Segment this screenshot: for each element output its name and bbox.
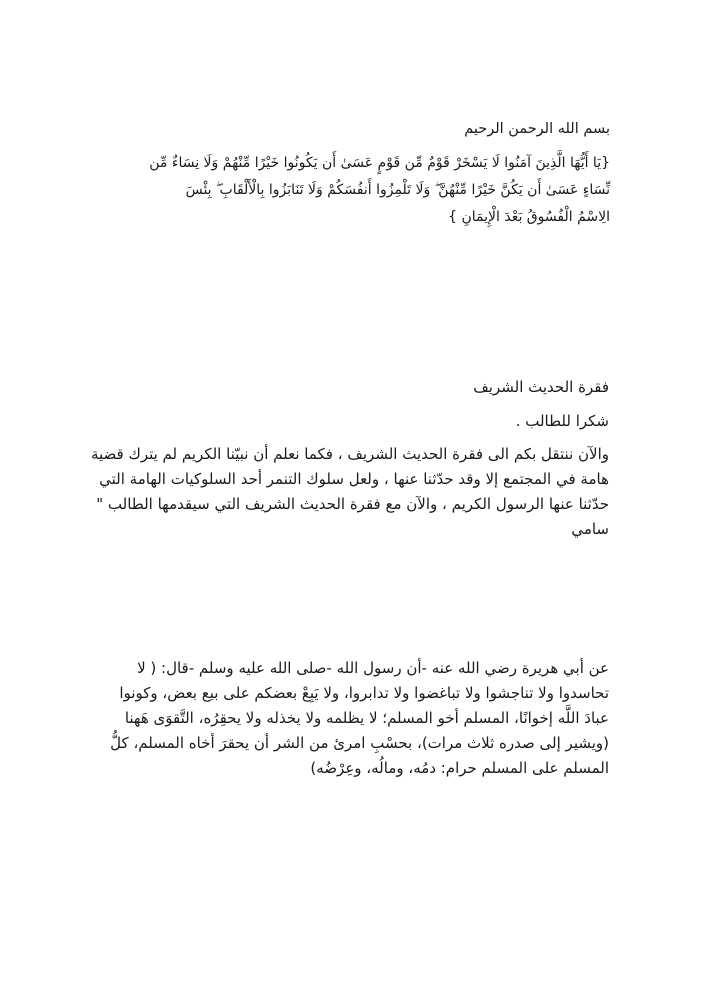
verse-line: نِّسَاءٍ عَسَىٰ أَن يَكُنَّ خَيْرًا مِّنْهُنَّ ۖ وَلَا تَلْمِزُوا أَنفُسَكُمْ وَلَا تَنَابَزُوا بِالْأَلْقَابِ ۖ بِئْسَ [185,182,610,198]
intro-line: حدّثنا عنها الرسول الكريم ، والآن مع فقرة الحديث الشريف التي سيقدمها الطالب " [96,495,609,513]
verse-line: الِاسْمُ الْفُسُوقُ بَعْدَ الْإِيمَانِ } [448,209,610,225]
hadith-line: (ويشير إلى صدره ثلاث مرات)، بحسْبِ امرئ من الشر أن يحقرَ أخاه المسلم، كلُّ [110,734,609,752]
thanks-line [309,408,609,434]
intro-line: هامة في المجتمع إلا وقد حدّثنا عنها ، ولعل سلوك التنمر أحد السلوكيات الهامة التي [99,470,609,488]
hadith-line: عن أبي هريرة رضي الله عنه -أن رسول الله -صلى الله عليه وسلم -قال: ( لا [137,659,609,677]
hadith-paragraph [109,656,609,781]
quran-verse [110,150,610,231]
verse-line: {يَا أَيُّهَا الَّذِينَ آمَنُوا لَا يَسْخَرْ قَوْمٌ مِّن قَوْمٍ عَسَىٰ أَن يَكُونُوا خَيْرًا مِّنْهُمْ وَلَا نِسَاءٌ مِّن [149,155,610,171]
basmala-text: بسم الله الرحمن الرحيم [464,121,610,137]
intro-line: والآن ننتقل بكم الى فقرة الحديث الشريف ، فكما نعلم أن نبيّنا الكريم لم يترك قضية [90,445,609,463]
section-title [309,374,609,400]
intro-line: سامي [571,520,609,538]
section-title-text: فقرة الحديث الشريف [473,378,609,396]
intro-paragraph [90,442,609,542]
basmala [310,116,610,142]
thanks-text: شكرا للطالب . [515,412,609,430]
hadith-line: عبادَ اللَّه إخوانًا، المسلم أخو المسلم؛ لا يظلمه ولا يخذله ولا يحقِرُه، التَّقوَى هَهنا [124,709,609,727]
hadith-line: تحاسدوا ولا تناجشوا ولا تباغضوا ولا تدابروا، ولا يَبِعْ بعضكم على بيع بعض، وكونوا [119,684,609,702]
hadith-line: المسلم على المسلم حرام: دمُه، ومالُه، وعِرْضُه) [310,759,609,777]
